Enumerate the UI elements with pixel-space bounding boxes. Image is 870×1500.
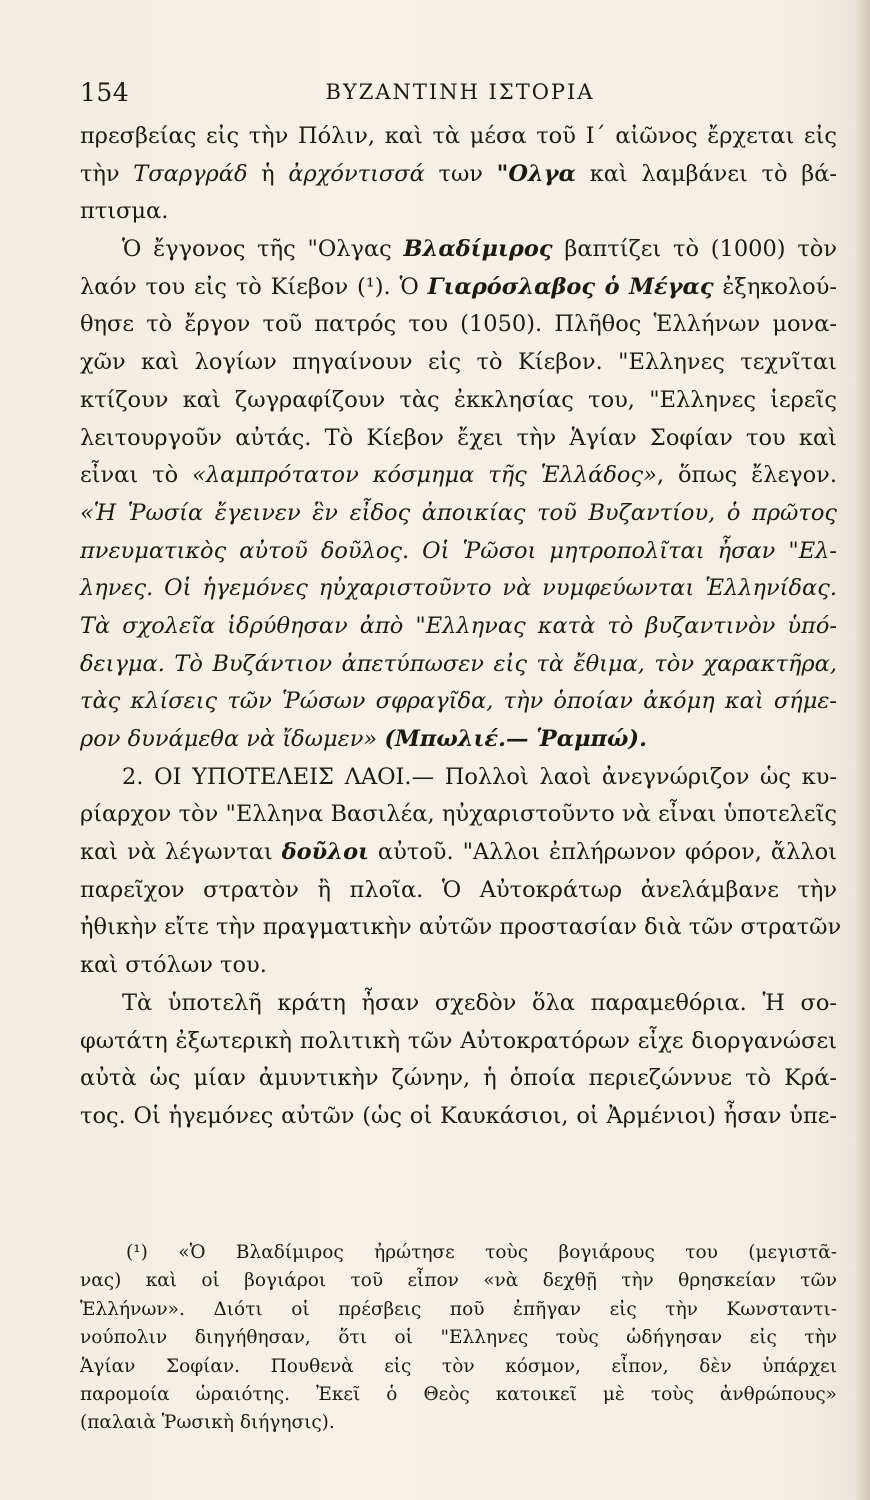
quote-inline: «λαμπρότατον κόσμημα τῆς Ἑλλάδος» — [192, 462, 657, 489]
footnote-line: νούπολιν διηγήθησαν, ὅτι οἱ "Ελληνες τοὺς ὡδήγησαν εἰς τὴν — [80, 1327, 837, 1349]
text-line: τος. Οἱ ἡγεμόνες αὐτῶν (ὡς οἱ Καυκάσιοι, οἱ Ἀρμένιοι) ἦσαν ὑπε- — [80, 1102, 837, 1129]
text-line: καὶ στόλων του. — [80, 952, 267, 979]
paragraph-start: Ὁ ἔγγονος τῆς "Ολγας Βλαδίμιρος βαπτίζει τὸ (1000) τὸν — [122, 236, 837, 263]
text-line: εἶναι τὸ «λαμπρότατον κόσμημα τῆς Ἑλλάδος», ὅπως ἔλεγον. — [80, 462, 837, 489]
page-edge — [856, 0, 870, 1500]
name-vladimir: Βλαδίμιρος — [403, 236, 553, 263]
quotation-line: ληνες. Οἱ ἡγεμόνες ηὐχαριστοῦντο νὰ νυμφεύωνται Ἑλληνίδας. — [80, 575, 837, 602]
footnotes — [80, 1239, 837, 1438]
quotation-line: Τὰ σχολεῖα ἱδρύθησαν ἀπὸ "Ελληνας κατὰ τὸ βυζαντινὸν ὑπό- — [80, 612, 837, 639]
text-line: τὴν Τσαργράδ ἡ ἀρχόντισσά των "Ολγα καὶ λαμβάνει τὸ βά- — [80, 160, 837, 187]
text-line: ρίαρχον τὸν "Ελληνα Βασιλέα, ηὐχαριστοῦντο νὰ εἶναι ὑποτελεῖς — [80, 801, 837, 828]
quotation-line: «Ἡ Ῥωσία ἔγεινεν ἓν εἶδος ἀποικίας τοῦ Βυζαντίου, ὁ πρῶτος — [80, 499, 837, 526]
quotation-line: δειγμα. Τὸ Βυζάντιον ἀπετύπωσεν εἰς τὰ ἔθιμα, τὸν χαρακτῆρα, — [80, 650, 837, 677]
footnote-line: Ἁγίαν Σοφίαν. Πουθενὰ εἰς τὸν κόσμον, εἶπον, δὲν ὑπάρχει — [80, 1355, 837, 1377]
page-number: 154 — [80, 78, 130, 107]
quotation-line: πνευματικὸς αὐτοῦ δοῦλος. Οἱ Ῥῶσοι μητροπολῖται ἦσαν "Ελ- — [80, 537, 837, 564]
footnote-line: παρομοία ὡραιότης. Ἐκεῖ ὁ Θεὸς κατοικεῖ μὲ τοὺς ἀνθρώπους» — [80, 1383, 837, 1405]
text-line: αὐτὰ ὡς μίαν ἀμυντικὴν ζώνην, ἡ ὁποία περιεζώννυε τὸ Κρά- — [80, 1065, 837, 1092]
text-line: λαόν του εἰς τὸ Κίεβον (¹). Ὁ Γιαρόσλαβος ὁ Μέγας ἐξηκολού- — [80, 273, 837, 300]
text-line: χῶν καὶ λογίων πηγαίνουν εἰς τὸ Κίεβον. "Ελληνες τεχνῖται — [80, 349, 837, 376]
text-line: πτισμα. — [80, 198, 169, 225]
page-header — [80, 78, 840, 108]
text-line: φωτάτη ἐξωτερικὴ πολιτικὴ τῶν Αὐτοκρατόρων εἶχε διοργανώσει — [80, 1027, 837, 1054]
name-yaroslav: Γιαρόσλαβος ὁ Μέγας — [427, 273, 714, 300]
section-heading: 2. ΟΙ ΥΠΟΤΕΛΕΙΣ ΛΑΟΙ.— — [122, 763, 435, 790]
text-line: παρεῖχον στρατὸν ἢ πλοῖα. Ὁ Αὐτοκράτωρ ἀνελάμβανε τὴν — [80, 876, 837, 903]
footnote-line: (παλαιὰ Ῥωσικὴ διήγησις). — [80, 1412, 335, 1434]
text-line: θησε τὸ ἔργον τοῦ πατρός του (1050). Πλῆθος Ἑλλήνων μονα- — [80, 311, 837, 338]
name-olga: "Ολγα — [496, 160, 576, 187]
text-line: πρεσβείας εἰς τὴν Πόλιν, καὶ τὰ μέσα τοῦ Ι΄ αἰῶνος ἔρχεται εἰς — [80, 123, 837, 149]
text-line: ἠθικὴν εἴτε τὴν πραγματικὴν αὐτῶν προστασίαν διὰ τῶν στρατῶν — [80, 914, 842, 941]
text-line: καὶ νὰ λέγωνται δοῦλοι αὐτοῦ. "Αλλοι ἐπλήρωνον φόρον, ἄλλοι — [80, 839, 837, 866]
quotation-source: (Μπωλιέ.— Ῥαμπώ). — [384, 726, 647, 752]
text-line: λειτουργοῦν αὐτάς. Τὸ Κίεβον ἔχει τὴν Ἁγίαν Σοφίαν του καὶ — [80, 424, 837, 451]
paragraph-start: Τὰ ὑποτελῆ κράτη ἦσαν σχεδὸν ὅλα παραμεθόρια. Ἡ σο- — [122, 989, 837, 1016]
footnote-line: Ἑλλήνων». Διότι οἱ πρέσβεις ποῦ ἐπῆγαν εἰς τὴν Κωνσταντι- — [80, 1298, 837, 1320]
text-line: κτίζουν καὶ ζωγραφίζουν τὰς ἐκκλησίας του, "Ελληνες ἱερεῖς — [80, 386, 837, 413]
term-douloi: δοῦλοι — [281, 839, 369, 866]
running-title: ΒΥΖΑΝΤΙΝΗ ΙΣΤΟΡΙΑ — [325, 80, 595, 104]
quotation-line: ρον δυνάμεθα νὰ ἴδωμεν» (Μπωλιέ.— Ῥαμπώ). — [80, 726, 647, 752]
footnote-line: νας) καὶ οἱ βογιάροι τοῦ εἶπον «νὰ δεχθῇ τὴν θρησκείαν τῶν — [80, 1270, 837, 1292]
main-text — [80, 118, 842, 1136]
section-heading-line: 2. ΟΙ ΥΠΟΤΕΛΕΙΣ ΛΑΟΙ.— Πολλοὶ λαοὶ ἀνεγνώριζον ὡς κυ- — [122, 763, 837, 790]
place-name-tsargrad: Τσαργράδ — [133, 160, 248, 187]
footnote-line: (¹) «Ὁ Βλαδίμιρος ἠρώτησε τοὺς βογιάρους του (μεγιστᾶ- — [126, 1242, 837, 1263]
quotation-line: τὰς κλίσεις τῶν Ῥώσων σφραγῖδα, τὴν ὁποίαν ἀκόμη καὶ σήμε- — [80, 688, 837, 715]
